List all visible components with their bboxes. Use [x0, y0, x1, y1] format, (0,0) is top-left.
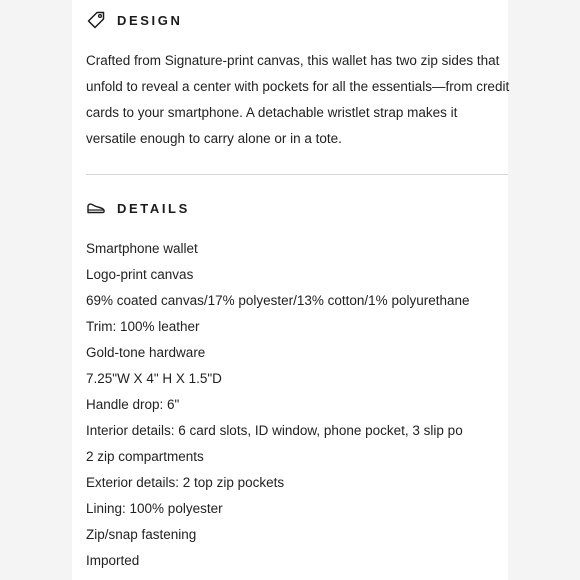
section-divider — [86, 174, 508, 175]
list-item: Trim: 100% leather — [86, 319, 200, 334]
details-title: DETAILS — [117, 200, 190, 216]
list-item: 2 zip compartments — [86, 449, 204, 464]
details-list — [86, 236, 506, 574]
list-item: Smartphone wallet — [86, 241, 198, 256]
tag-icon — [86, 10, 106, 30]
design-description: Crafted from Signature-print canvas, this wallet has two zip sides that unfold to reveal a center with pockets for all the essentials—from credit cards to your smartphone. A detachable wristlet strap makes it versatile enough to carry alone or in a tote. — [86, 53, 510, 146]
list-item: Logo-print canvas — [86, 267, 194, 282]
list-item: Zip/snap fastening — [86, 527, 197, 542]
list-item: Gold-tone hardware — [86, 345, 206, 360]
list-item: Imported — [86, 553, 140, 568]
list-item: 69% coated canvas/17% polyester/13% cotton/1% polyurethane — [86, 293, 470, 308]
list-item: 7.25"W X 4" H X 1.5"D — [86, 371, 222, 386]
list-item: Interior details: 6 card slots, ID window, phone pocket, 3 slip po — [86, 423, 463, 438]
design-section-header — [86, 10, 182, 30]
design-title: DESIGN — [117, 12, 183, 28]
list-item: Handle drop: 6" — [86, 397, 180, 412]
details-section-header — [86, 198, 190, 218]
list-item: Lining: 100% polyester — [86, 501, 223, 516]
list-item: Exterior details: 2 top zip pockets — [86, 475, 285, 490]
shoe-icon — [86, 198, 106, 218]
